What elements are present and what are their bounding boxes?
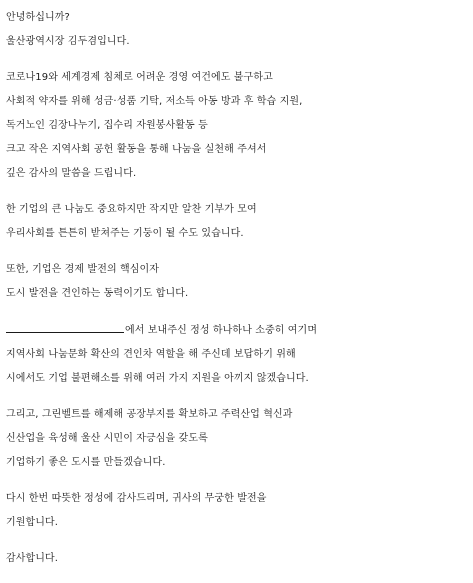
thanks-paragraph bbox=[6, 66, 468, 186]
company-name-blank bbox=[6, 318, 124, 333]
support-paragraph bbox=[6, 318, 468, 391]
closing-line: 감사합니다. bbox=[6, 553, 59, 564]
greeting-line: 안녕하십니까? bbox=[6, 12, 70, 23]
paragraph-line: 크고 작은 지역사회 공헌 활동을 통해 나눔을 실천해 주셔서 bbox=[6, 144, 267, 155]
paragraph-line: 다시 한번 따뜻한 정성에 감사드리며, 귀사의 무궁한 발전을 bbox=[6, 493, 267, 504]
paragraph-line: 시에서도 기업 불편해소를 위해 여러 가지 지원을 아끼지 않겠습니다. bbox=[6, 373, 309, 384]
paragraph-line: 그리고, 그린벨트를 해제해 공장부지를 확보하고 주력산업 혁신과 bbox=[6, 409, 293, 420]
paragraph-line: 코로나19와 세계경제 침체로 어려운 경영 여건에도 불구하고 bbox=[6, 72, 273, 83]
wishes-paragraph bbox=[6, 487, 468, 535]
paragraph-line bbox=[6, 318, 468, 343]
closing-paragraph bbox=[6, 547, 468, 571]
donation-paragraph bbox=[6, 198, 468, 246]
paragraph-line: 우리사회를 튼튼히 받쳐주는 기둥이 될 수도 있습니다. bbox=[6, 228, 244, 239]
signer-line: 울산광역시장 김두겸입니다. bbox=[6, 36, 130, 47]
paragraph-line: 사회적 약자를 위해 성금·성품 기탁, 저소득 아동 방과 후 학습 지원, bbox=[6, 96, 303, 107]
paragraph-line: 독거노인 김장나누기, 집수리 자원봉사활동 등 bbox=[6, 120, 208, 131]
paragraph-line: 기원합니다. bbox=[6, 517, 59, 528]
paragraph-line-text: 에서 보내주신 정성 하나하나 소중히 여기며 bbox=[125, 325, 318, 336]
letter-document bbox=[6, 6, 468, 583]
paragraph-line: 한 기업의 큰 나눔도 중요하지만 작지만 알찬 기부가 모여 bbox=[6, 204, 257, 215]
paragraph-line: 도시 발전을 견인하는 동력이기도 합니다. bbox=[6, 288, 189, 299]
paragraph-line: 기업하기 좋은 도시를 만들겠습니다. bbox=[6, 457, 166, 468]
paragraph-line: 지역사회 나눔문화 확산의 견인차 역할을 해 주신데 보답하기 위해 bbox=[6, 349, 296, 360]
paragraph-line: 신산업을 육성해 울산 시민이 자긍심을 갖도록 bbox=[6, 433, 208, 444]
paragraph-line: 깊은 감사의 말씀을 드립니다. bbox=[6, 168, 137, 179]
paragraph-line: 또한, 기업은 경제 발전의 핵심이자 bbox=[6, 264, 160, 275]
greenbelt-paragraph bbox=[6, 403, 468, 475]
greeting-paragraph bbox=[6, 6, 468, 54]
economy-paragraph bbox=[6, 258, 468, 306]
